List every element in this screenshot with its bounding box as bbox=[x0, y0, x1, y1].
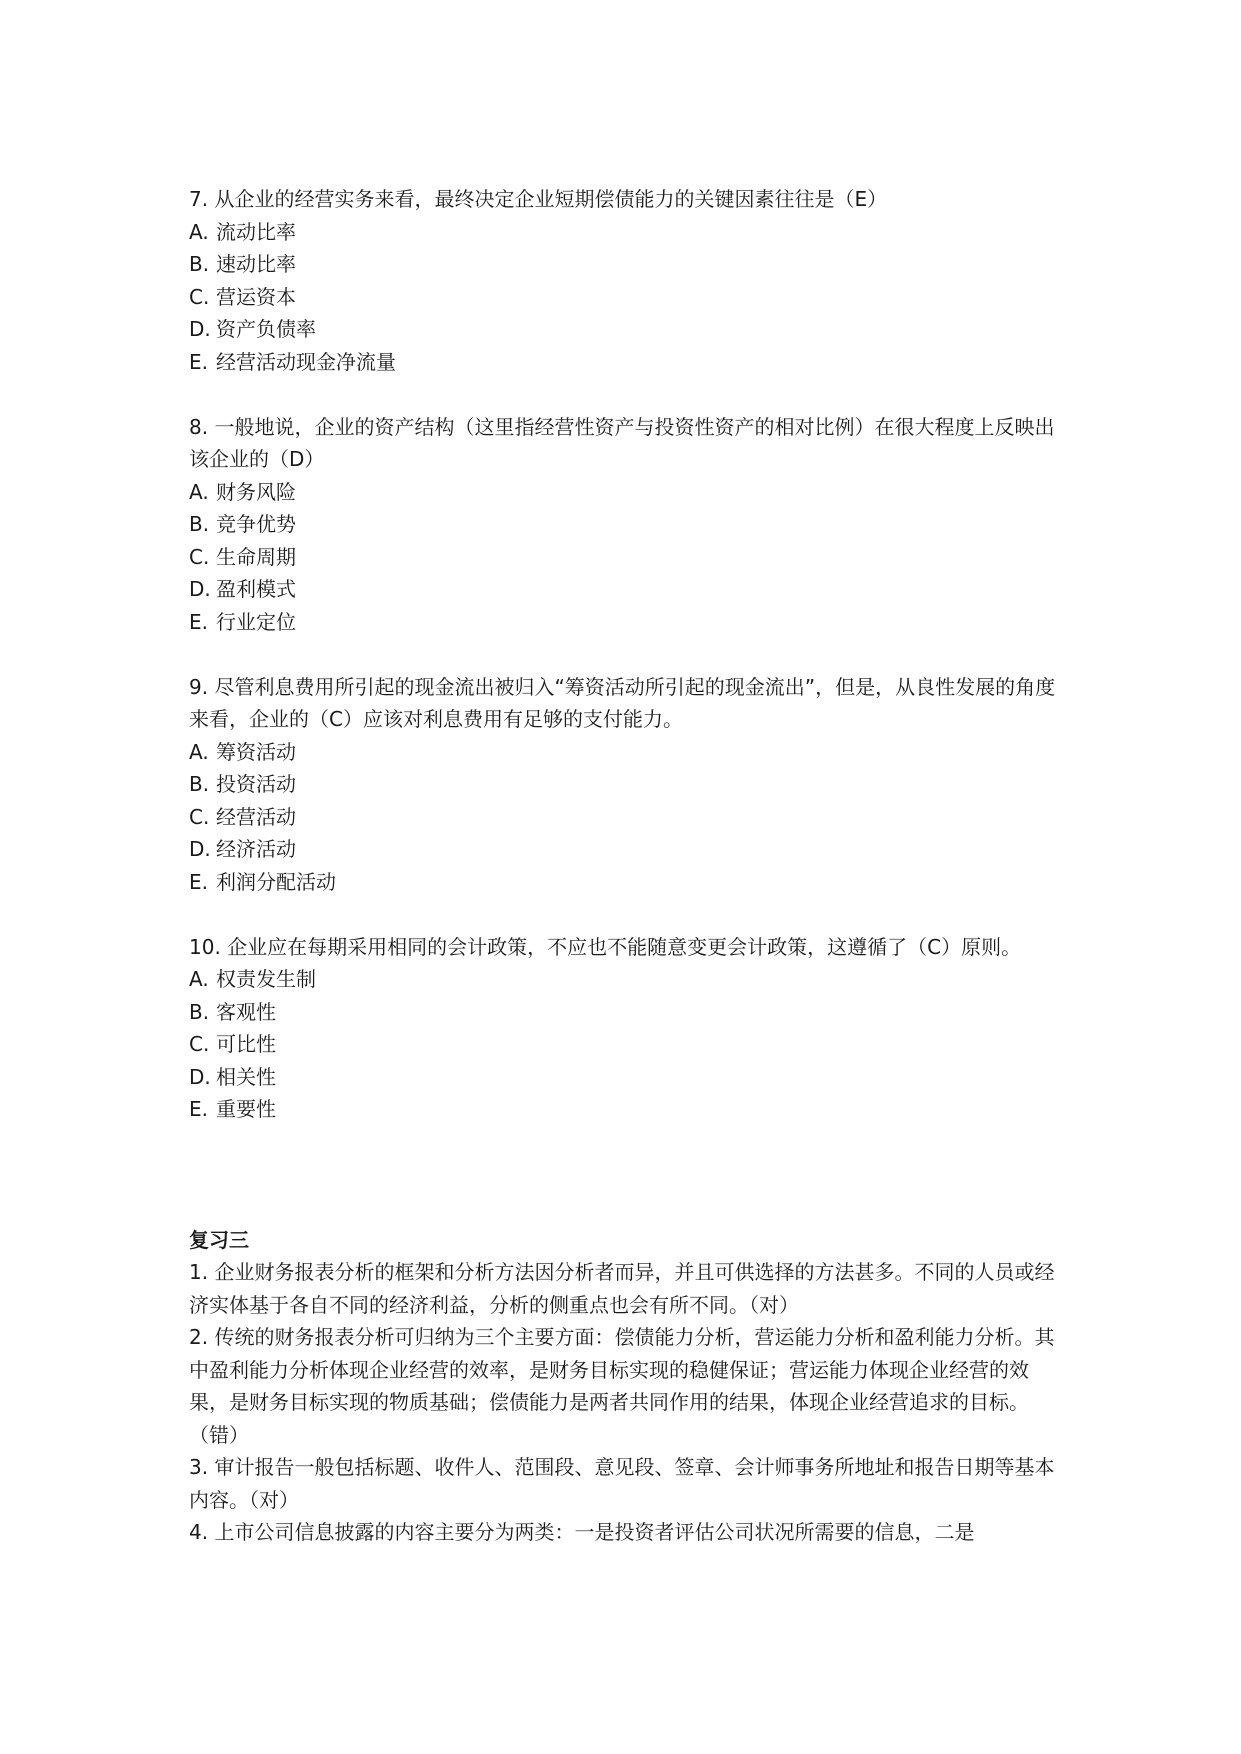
option-text: 速动比率 bbox=[216, 252, 296, 276]
question-8 bbox=[189, 411, 1059, 639]
option-c bbox=[189, 801, 1059, 834]
option-letter: A. bbox=[189, 967, 209, 991]
option-letter: B. bbox=[189, 772, 210, 796]
option-letter: C. bbox=[189, 284, 210, 309]
option-text: 筹资活动 bbox=[216, 739, 296, 764]
option-text: 可比性 bbox=[216, 1032, 276, 1056]
option-b bbox=[189, 508, 1059, 541]
option-text: 生命周期 bbox=[216, 544, 296, 569]
option-letter: A. bbox=[189, 479, 209, 504]
option-e bbox=[189, 866, 1059, 899]
option-e bbox=[189, 1093, 1059, 1126]
option-a bbox=[189, 216, 1059, 249]
option-c bbox=[189, 541, 1059, 574]
spacer bbox=[189, 378, 1059, 411]
section-title: 复习三 bbox=[189, 1227, 249, 1252]
option-text: 经营活动 bbox=[216, 804, 296, 829]
option-letter: E. bbox=[189, 609, 208, 634]
option-letter: B. bbox=[189, 999, 210, 1024]
option-text: 权责发生制 bbox=[216, 967, 316, 991]
option-text: 重要性 bbox=[216, 1097, 276, 1121]
question-10 bbox=[189, 931, 1059, 1126]
option-letter: C. bbox=[189, 544, 210, 569]
review-item: 1. 企业财务报表分析的框架和分析方法因分析者而异，并且可供选择的方法甚多。不同的人员或经济实体基于各自不同的经济利益，分析的侧重点也会有所不同。（对） bbox=[189, 1260, 1055, 1317]
option-letter: B. bbox=[189, 252, 210, 276]
option-d bbox=[189, 313, 1059, 346]
question-stem: 8. 一般地说，企业的资产结构（这里指经营性资产与投资性资产的相对比例）在很大程度上反映出该企业的（D） bbox=[189, 414, 1055, 471]
option-letter: E. bbox=[189, 349, 208, 374]
review-item: 3. 审计报告一般包括标题、收件人、范围段、意见段、签章、会计师事务所地址和报告日期等基本内容。（对） bbox=[189, 1455, 1055, 1512]
option-text: 行业定位 bbox=[216, 609, 296, 634]
option-letter: D. bbox=[189, 837, 211, 861]
option-text: 财务风险 bbox=[216, 479, 296, 504]
option-letter: E. bbox=[189, 1097, 208, 1121]
option-e bbox=[189, 346, 1059, 379]
option-text: 营运资本 bbox=[216, 284, 296, 309]
option-text: 相关性 bbox=[216, 1064, 276, 1089]
question-stem: 10. 企业应在每期采用相同的会计政策，不应也不能随意变更会计政策，这遵循了（C）原则。 bbox=[189, 934, 1022, 959]
question-7 bbox=[189, 183, 1059, 378]
option-b bbox=[189, 248, 1059, 281]
option-c bbox=[189, 1028, 1059, 1061]
option-letter: A. bbox=[189, 739, 209, 764]
option-b bbox=[189, 996, 1059, 1029]
option-letter: D. bbox=[189, 1064, 211, 1089]
option-a bbox=[189, 476, 1059, 509]
option-a bbox=[189, 736, 1059, 769]
option-e bbox=[189, 606, 1059, 639]
spacer bbox=[189, 638, 1059, 671]
spacer bbox=[189, 1126, 1059, 1224]
option-text: 客观性 bbox=[216, 999, 276, 1024]
option-letter: C. bbox=[189, 1032, 210, 1056]
review-item: 2. 传统的财务报表分析可归纳为三个主要方面：偿债能力分析，营运能力分析和盈利能力分析。其中盈利能力分析体现企业经营的效率，是财务目标实现的稳健保证；营运能力体现企业经营的效果，是财务目标实现的物质基础；偿债能力是两者共同作用的结果，体现企业经营追求的目标。（错） bbox=[189, 1325, 1055, 1447]
option-c bbox=[189, 281, 1059, 314]
option-text: 经济活动 bbox=[216, 837, 296, 861]
option-letter: A. bbox=[189, 219, 209, 244]
question-stem: 7. 从企业的经营实务来看，最终决定企业短期偿债能力的关键因素往往是（E） bbox=[189, 187, 888, 211]
option-text: 流动比率 bbox=[216, 219, 296, 244]
option-d bbox=[189, 573, 1059, 606]
option-a bbox=[189, 963, 1059, 996]
review-section bbox=[189, 1224, 1059, 1549]
option-letter: D. bbox=[189, 317, 211, 341]
option-b bbox=[189, 768, 1059, 801]
option-d bbox=[189, 833, 1059, 866]
option-text: 经营活动现金净流量 bbox=[216, 349, 396, 374]
option-text: 盈利模式 bbox=[216, 577, 296, 601]
option-letter: B. bbox=[189, 512, 210, 536]
option-text: 竞争优势 bbox=[216, 512, 296, 536]
option-text: 利润分配活动 bbox=[216, 869, 336, 894]
option-letter: D. bbox=[189, 577, 211, 601]
question-9 bbox=[189, 671, 1059, 899]
option-letter: C. bbox=[189, 804, 210, 829]
option-text: 投资活动 bbox=[216, 772, 296, 796]
question-stem: 9. 尽管利息费用所引起的现金流出被归入“筹资活动所引起的现金流出”，但是，从良性发展的角度来看，企业的（C）应该对利息费用有足够的支付能力。 bbox=[189, 674, 1056, 731]
review-item: 4. 上市公司信息披露的内容主要分为两类：一是投资者评估公司状况所需要的信息，二是 bbox=[189, 1520, 975, 1544]
option-d bbox=[189, 1061, 1059, 1094]
document-page bbox=[189, 183, 1059, 1549]
spacer bbox=[189, 898, 1059, 931]
option-letter: E. bbox=[189, 869, 208, 894]
option-text: 资产负债率 bbox=[216, 317, 316, 341]
